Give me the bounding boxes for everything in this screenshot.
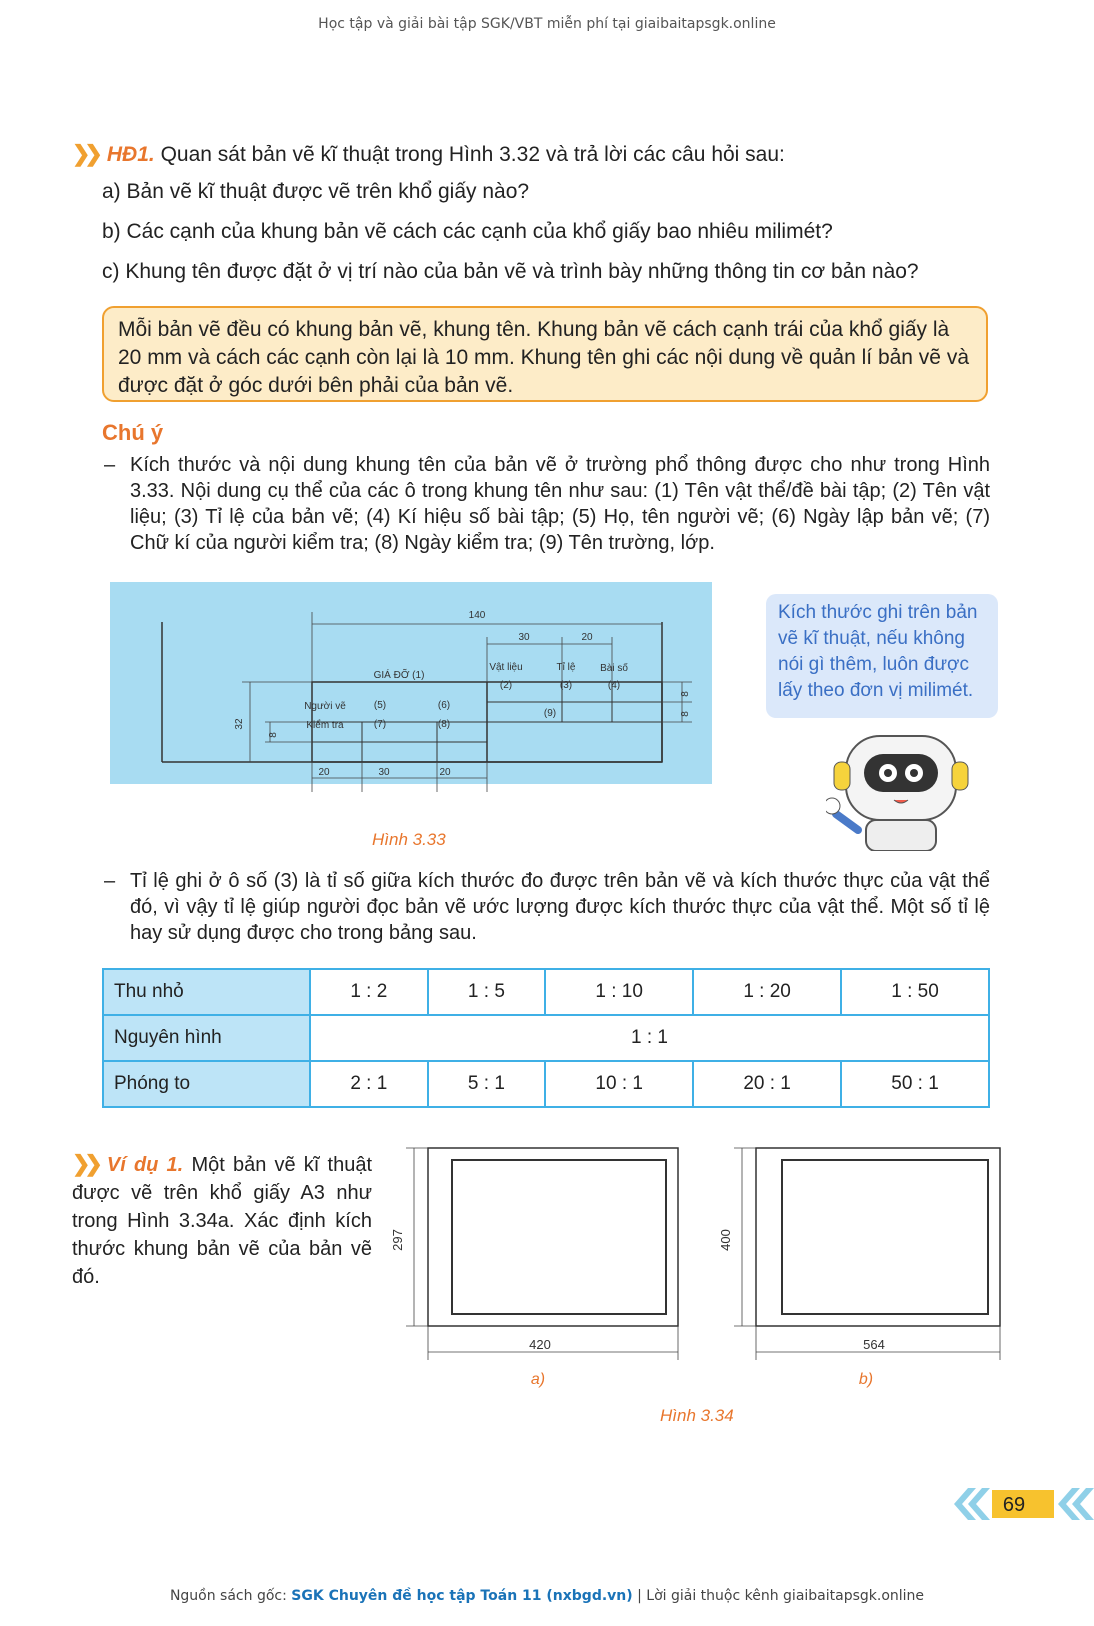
dim-30: 30 <box>518 632 530 643</box>
cell-nguoi-ve: Người vẽ <box>304 701 346 712</box>
page-number-badge <box>954 1484 1094 1524</box>
table-cell: 1 : 2 <box>310 969 428 1015</box>
figure-3-33-caption: Hình 3.33 <box>372 830 446 849</box>
double-chevron-icon: ❯❯ <box>72 1151 97 1176</box>
cell-2: (2) <box>499 680 513 691</box>
dim-a-width: 420 <box>529 1337 551 1352</box>
example-block <box>72 1150 372 1291</box>
dash-bullet: – <box>104 454 116 476</box>
table-cell: 20 : 1 <box>693 1061 841 1107</box>
title-block-drawing <box>110 582 730 822</box>
table-cell: 1 : 50 <box>841 969 989 1015</box>
dim-b-width: 564 <box>863 1337 885 1352</box>
cell-6: (6) <box>437 700 451 711</box>
row-label: Phóng to <box>103 1061 310 1107</box>
note-p2-text: Tỉ lệ ghi ở ô số (3) là tỉ số giữa kích thước đo được trên bản vẽ và kích thước thực của vật thể đó, vì vậy tỉ lệ giúp người đọc bản vẽ ước lượng được kích thước thực của vật thể. Một số tỉ lệ hay sử dụng được cho trong bảng sau. <box>130 870 990 944</box>
hd1-c: c) Khung tên được đặt ở vị trí nào của bản vẽ và trình bày những thông tin cơ bản nào? <box>102 260 919 283</box>
table-cell: 1 : 1 <box>310 1015 989 1061</box>
cell-vat-lieu: Vật liệu <box>489 662 523 673</box>
note-title: Chú ý <box>102 420 164 445</box>
table-cell: 5 : 1 <box>428 1061 546 1107</box>
info-bubble: Kích thước ghi trên bản vẽ kĩ thuật, nếu không nói gì thêm, luôn được lấy theo đơn vị milimét. <box>766 594 998 718</box>
table-cell: 10 : 1 <box>545 1061 693 1107</box>
cell-kiem-tra: Kiểm tra <box>306 720 344 731</box>
cell-bai-so: Bài số <box>600 663 628 674</box>
dim-bottom-20b: 20 <box>439 767 451 778</box>
dim-8c: 8 <box>680 711 691 717</box>
footer-note <box>0 1588 1094 1604</box>
paper-frames-drawing <box>390 1140 1030 1400</box>
table-cell: 2 : 1 <box>310 1061 428 1107</box>
dim-32: 32 <box>234 718 245 730</box>
label-a: a) <box>530 1371 546 1388</box>
example-tag: Ví dụ 1. <box>106 1154 184 1176</box>
example-text: Một bản vẽ kĩ thuật được vẽ trên khổ giấy A3 như trong Hình 3.34a. Xác định kích thước khung bản vẽ của bản vẽ đó. <box>72 1154 373 1288</box>
dim-a-height: 297 <box>390 1229 405 1251</box>
dim-8: 8 <box>268 732 279 738</box>
table-row <box>103 1015 989 1061</box>
table-cell: 1 : 10 <box>545 969 693 1015</box>
dim-20: 20 <box>581 632 593 643</box>
dim-bottom-20a: 20 <box>318 767 330 778</box>
hd1-a: a) Bản vẽ kĩ thuật được vẽ trên khổ giấy nào? <box>102 180 530 203</box>
footer-suffix: | Lời giải thuộc kênh giaibaitapsgk.online <box>632 1588 925 1604</box>
dim-8b: 8 <box>680 691 691 697</box>
footer-prefix: Nguồn sách gốc: <box>169 1588 292 1604</box>
hd1-question-line <box>72 140 785 169</box>
header-note: Học tập và giải bài tập SGK/VBT miễn phí tại giaibaitapsgk.online <box>318 16 776 32</box>
note-paragraph-1 <box>104 452 990 556</box>
hd1-tag: HĐ1. <box>106 143 155 166</box>
dim-140: 140 <box>468 610 486 621</box>
label-b: b) <box>858 1371 874 1388</box>
hd1-b: b) Các cạnh của khung bản vẽ cách các cạnh của khổ giấy bao nhiêu milimét? <box>102 220 833 243</box>
cell-4: (4) <box>607 680 621 691</box>
footer-source-link[interactable]: SGK Chuyên đề học tập Toán 11 (nxbgd.vn) <box>291 1588 633 1604</box>
row-label: Thu nhỏ <box>103 969 310 1015</box>
ratio-table <box>102 968 990 1108</box>
figure-3-34-caption: Hình 3.34 <box>660 1406 734 1425</box>
double-chevron-icon: ❯❯ <box>72 141 97 166</box>
note-p1-text: Kích thước và nội dung khung tên của bản vẽ ở trường phổ thông được cho như trong Hình 3.33. Nội dung cụ thể của các ô trong khung tên như sau: (1) Tên vật thể/đề bài tập; (2) Tên vật liệu; (3) Tỉ lệ của bản vẽ; (4) Kí hiệu số bài tập; (5) Họ, tên người vẽ; (6) Ngày lập bản vẽ; (7) Chữ kí của người kiểm tra; (8) Ngày kiểm tra; (9) Tên trường, lớp. <box>130 454 990 554</box>
table-cell: 1 : 5 <box>428 969 546 1015</box>
page-number: 69 <box>1002 1494 1026 1516</box>
dim-bottom-30: 30 <box>378 767 390 778</box>
table-cell: 50 : 1 <box>841 1061 989 1107</box>
table-row <box>103 969 989 1015</box>
table-row <box>103 1061 989 1107</box>
row-label: Nguyên hình <box>103 1015 310 1061</box>
cell-5: (5) <box>373 700 387 711</box>
cell-3: (3) <box>559 680 573 691</box>
table-cell: 1 : 20 <box>693 969 841 1015</box>
cell-9: (9) <box>543 708 557 719</box>
summary-box: Mỗi bản vẽ đều có khung bản vẽ, khung tên. Khung bản vẽ cách cạnh trái của khổ giấy là 20 mm và cách các cạnh còn lại là 10 mm. Khung tên ghi các nội dung về quản lí bản vẽ và được đặt ở góc dưới bên phải của bản vẽ. <box>102 306 988 402</box>
dash-bullet-2: – <box>104 870 116 892</box>
dim-b-height: 400 <box>718 1229 733 1251</box>
cell-7: (7) <box>373 719 387 730</box>
robot-mascot-icon <box>826 726 986 851</box>
hd1-question: Quan sát bản vẽ kĩ thuật trong Hình 3.32 và trả lời các câu hỏi sau: <box>160 143 785 166</box>
cell-gia-do: GIÁ ĐỠ (1) <box>373 670 425 681</box>
cell-ti-le: Tỉ lệ <box>556 662 576 673</box>
note-paragraph-2 <box>104 868 990 946</box>
cell-8: (8) <box>437 719 451 730</box>
